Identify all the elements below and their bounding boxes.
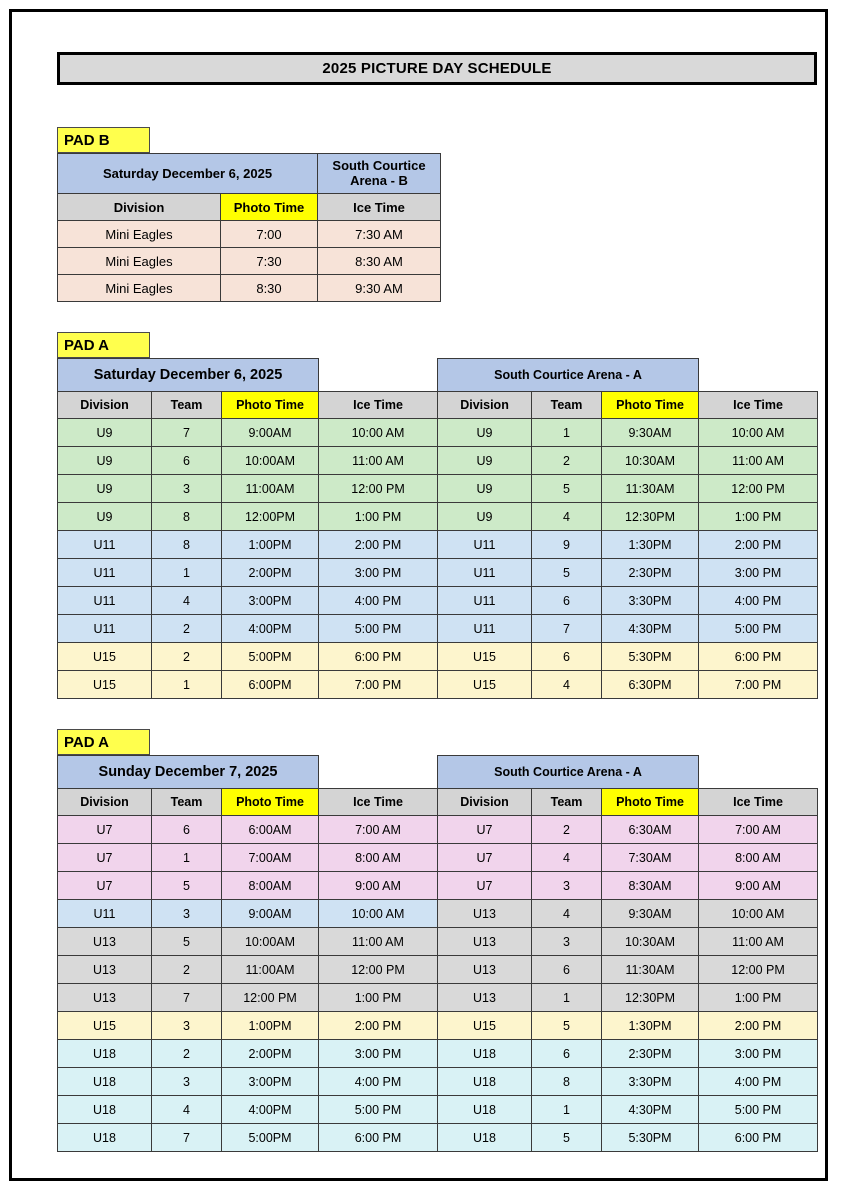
cell-photo-time: 1:30PM [602, 1012, 699, 1040]
page-title [57, 52, 817, 85]
column-header-team: Team [532, 789, 602, 816]
cell-team: 7 [152, 984, 222, 1012]
page-border [9, 9, 828, 1181]
schedule-table [57, 755, 818, 1152]
page-title-text: 2025 PICTURE DAY SCHEDULE [322, 60, 552, 77]
cell-division: U15 [438, 643, 532, 671]
cell-photo-time: 5:30PM [602, 643, 699, 671]
table-row [58, 844, 818, 872]
cell-photo-time: 2:00PM [222, 559, 319, 587]
cell-ice-time: 9:00 AM [699, 872, 818, 900]
cell-photo-time: 1:00PM [222, 1012, 319, 1040]
column-header-division: Division [438, 789, 532, 816]
cell-division: U11 [58, 559, 152, 587]
cell-division: U7 [438, 872, 532, 900]
cell-photo-time: 6:00PM [222, 671, 319, 699]
table-row [58, 643, 818, 671]
cell-ice-time: 5:00 PM [319, 1096, 438, 1124]
table-row [58, 419, 818, 447]
cell-division: U9 [58, 503, 152, 531]
column-header-team: Team [532, 392, 602, 419]
cell-team: 3 [152, 900, 222, 928]
column-header-photo-time: Photo Time [222, 392, 319, 419]
cell-photo-time: 9:00AM [222, 419, 319, 447]
cell-ice-time: 12:00 PM [319, 475, 438, 503]
table-row [58, 559, 818, 587]
cell-photo-time: 8:00AM [222, 872, 319, 900]
column-header-division: Division [438, 392, 532, 419]
cell-photo-time: 3:00PM [222, 1068, 319, 1096]
cell-team: 8 [152, 503, 222, 531]
cell-ice-time: 12:00 PM [699, 475, 818, 503]
cell-photo-time: 6:30PM [602, 671, 699, 699]
table-row [58, 872, 818, 900]
cell-photo-time: 11:30AM [602, 475, 699, 503]
cell-photo-time: 9:00AM [222, 900, 319, 928]
cell-photo-time: 1:00PM [222, 531, 319, 559]
column-header-row [58, 789, 818, 816]
cell-photo-time: 3:00PM [222, 587, 319, 615]
table-row [58, 1040, 818, 1068]
pad-label: PAD B [57, 127, 150, 153]
cell-photo-time: 12:00PM [222, 503, 319, 531]
cell-division: U11 [438, 615, 532, 643]
cell-ice-time: 10:00 AM [319, 419, 438, 447]
cell-ice-time: 7:00 AM [699, 816, 818, 844]
cell-division: U18 [58, 1096, 152, 1124]
cell-team: 3 [532, 928, 602, 956]
cell-team: 8 [532, 1068, 602, 1096]
table-header-row [58, 359, 818, 392]
cell-division: U11 [58, 587, 152, 615]
schedule-blocks [57, 85, 817, 1152]
cell-team: 7 [152, 1124, 222, 1152]
cell-photo-time: 6:30AM [602, 816, 699, 844]
table-row [58, 984, 818, 1012]
column-header-photo-time: Photo Time [602, 392, 699, 419]
cell-team: 5 [152, 872, 222, 900]
schedule-table [57, 358, 818, 699]
cell-team: 1 [532, 984, 602, 1012]
column-header-division: Division [58, 789, 152, 816]
cell-ice-time: 1:00 PM [699, 984, 818, 1012]
schedule-block [57, 302, 817, 699]
cell-ice-time: 6:00 PM [699, 1124, 818, 1152]
cell-photo-time: 7:30AM [602, 844, 699, 872]
column-header-photo-time: Photo Time [221, 194, 318, 221]
cell-photo-time: 4:30PM [602, 615, 699, 643]
table-row [58, 275, 441, 302]
cell-photo-time: 12:00 PM [222, 984, 319, 1012]
schedule-table [57, 153, 441, 302]
table-row [58, 615, 818, 643]
cell-division: U9 [438, 475, 532, 503]
cell-division: U11 [58, 900, 152, 928]
cell-ice-time: 5:00 PM [699, 615, 818, 643]
column-header-ice-time: Ice Time [318, 194, 441, 221]
column-header-photo-time: Photo Time [222, 789, 319, 816]
cell-team: 4 [152, 587, 222, 615]
cell-division: U9 [58, 475, 152, 503]
cell-division: U9 [438, 503, 532, 531]
cell-photo-time: 11:00AM [222, 956, 319, 984]
cell-division: U15 [438, 671, 532, 699]
schedule-block [57, 85, 817, 302]
date-header: Saturday December 6, 2025 [58, 359, 319, 392]
cell-team: 4 [152, 1096, 222, 1124]
cell-division: U9 [58, 419, 152, 447]
table-row [58, 956, 818, 984]
cell-ice-time: 6:00 PM [319, 643, 438, 671]
cell-team: 7 [152, 419, 222, 447]
cell-ice-time: 1:00 PM [319, 503, 438, 531]
cell-team: 2 [152, 643, 222, 671]
cell-ice-time: 4:00 PM [699, 1068, 818, 1096]
cell-ice-time: 9:30 AM [318, 275, 441, 302]
cell-team: 2 [152, 615, 222, 643]
cell-photo-time: 7:00AM [222, 844, 319, 872]
cell-ice-time: 7:30 AM [318, 221, 441, 248]
cell-ice-time: 1:00 PM [319, 984, 438, 1012]
cell-division: U18 [58, 1124, 152, 1152]
cell-ice-time: 8:00 AM [319, 844, 438, 872]
cell-team: 1 [532, 1096, 602, 1124]
cell-photo-time: 10:30AM [602, 928, 699, 956]
header-gap [319, 756, 438, 789]
cell-division: U7 [58, 844, 152, 872]
cell-ice-time: 6:00 PM [319, 1124, 438, 1152]
cell-photo-time: 11:00AM [222, 475, 319, 503]
cell-ice-time: 3:00 PM [699, 1040, 818, 1068]
table-row [58, 248, 441, 275]
cell-team: 4 [532, 900, 602, 928]
cell-ice-time: 10:00 AM [319, 900, 438, 928]
cell-photo-time: 10:30AM [602, 447, 699, 475]
cell-division: U18 [58, 1040, 152, 1068]
table-row [58, 221, 441, 248]
cell-division: U18 [58, 1068, 152, 1096]
cell-division: U13 [58, 984, 152, 1012]
cell-photo-time: 8:30AM [602, 872, 699, 900]
cell-photo-time: 11:30AM [602, 956, 699, 984]
column-header-division: Division [58, 392, 152, 419]
cell-team: 1 [152, 844, 222, 872]
cell-division: U15 [58, 1012, 152, 1040]
cell-division: U7 [438, 816, 532, 844]
column-header-row [58, 392, 818, 419]
date-header: Sunday December 7, 2025 [58, 756, 319, 789]
cell-division: U15 [58, 671, 152, 699]
column-header-ice-time: Ice Time [699, 789, 818, 816]
cell-team: 6 [152, 816, 222, 844]
cell-ice-time: 10:00 AM [699, 419, 818, 447]
cell-team: 4 [532, 503, 602, 531]
cell-team: 7 [532, 615, 602, 643]
pad-label: PAD A [57, 729, 150, 755]
cell-photo-time: 7:30 [221, 248, 318, 275]
cell-division: U18 [438, 1096, 532, 1124]
cell-team: 5 [152, 928, 222, 956]
cell-team: 1 [532, 419, 602, 447]
cell-photo-time: 4:00PM [222, 1096, 319, 1124]
cell-photo-time: 5:00PM [222, 1124, 319, 1152]
arena-header: South Courtice Arena - B [318, 154, 441, 194]
cell-team: 5 [532, 1124, 602, 1152]
arena-header: South Courtice Arena - A [438, 756, 699, 789]
cell-division: Mini Eagles [58, 275, 221, 302]
column-header-ice-time: Ice Time [699, 392, 818, 419]
date-header: Saturday December 6, 2025 [58, 154, 318, 194]
cell-ice-time: 12:00 PM [699, 956, 818, 984]
cell-ice-time: 7:00 AM [319, 816, 438, 844]
cell-ice-time: 4:00 PM [319, 1068, 438, 1096]
cell-team: 5 [532, 559, 602, 587]
cell-photo-time: 4:00PM [222, 615, 319, 643]
pad-label: PAD A [57, 332, 150, 358]
cell-photo-time: 4:30PM [602, 1096, 699, 1124]
cell-team: 2 [152, 1040, 222, 1068]
cell-division: Mini Eagles [58, 221, 221, 248]
cell-ice-time: 8:30 AM [318, 248, 441, 275]
cell-team: 3 [152, 475, 222, 503]
cell-photo-time: 10:00AM [222, 447, 319, 475]
cell-division: U11 [438, 559, 532, 587]
cell-ice-time: 5:00 PM [699, 1096, 818, 1124]
cell-division: U13 [58, 956, 152, 984]
cell-ice-time: 2:00 PM [699, 1012, 818, 1040]
block-spacer [57, 85, 817, 127]
cell-division: U9 [438, 419, 532, 447]
cell-ice-time: 3:00 PM [319, 559, 438, 587]
cell-ice-time: 7:00 PM [699, 671, 818, 699]
cell-team: 1 [152, 559, 222, 587]
column-header-photo-time: Photo Time [602, 789, 699, 816]
cell-division: U11 [438, 531, 532, 559]
cell-photo-time: 2:30PM [602, 1040, 699, 1068]
cell-photo-time: 8:30 [221, 275, 318, 302]
cell-team: 6 [152, 447, 222, 475]
cell-ice-time: 3:00 PM [699, 559, 818, 587]
cell-division: U9 [438, 447, 532, 475]
cell-team: 2 [532, 447, 602, 475]
header-gap [699, 756, 818, 789]
table-row [58, 1068, 818, 1096]
cell-division: U7 [58, 872, 152, 900]
table-header-row [58, 756, 818, 789]
cell-team: 6 [532, 1040, 602, 1068]
cell-division: U7 [438, 844, 532, 872]
table-row [58, 1096, 818, 1124]
cell-ice-time: 2:00 PM [319, 1012, 438, 1040]
cell-photo-time: 3:30PM [602, 1068, 699, 1096]
cell-ice-time: 5:00 PM [319, 615, 438, 643]
cell-division: U18 [438, 1124, 532, 1152]
schedule-block [57, 699, 817, 1152]
block-spacer [57, 699, 817, 729]
cell-ice-time: 12:00 PM [319, 956, 438, 984]
cell-team: 5 [532, 1012, 602, 1040]
cell-team: 6 [532, 956, 602, 984]
column-header-ice-time: Ice Time [319, 789, 438, 816]
cell-team: 5 [532, 475, 602, 503]
table-row [58, 816, 818, 844]
cell-division: U11 [58, 531, 152, 559]
cell-photo-time: 9:30AM [602, 419, 699, 447]
cell-team: 3 [152, 1012, 222, 1040]
cell-photo-time: 2:00PM [222, 1040, 319, 1068]
table-row [58, 587, 818, 615]
cell-team: 6 [532, 587, 602, 615]
cell-ice-time: 10:00 AM [699, 900, 818, 928]
cell-photo-time: 12:30PM [602, 984, 699, 1012]
cell-division: U11 [58, 615, 152, 643]
cell-division: Mini Eagles [58, 248, 221, 275]
cell-ice-time: 2:00 PM [699, 531, 818, 559]
cell-division: U18 [438, 1068, 532, 1096]
table-row [58, 475, 818, 503]
cell-team: 2 [152, 956, 222, 984]
table-row [58, 447, 818, 475]
cell-ice-time: 3:00 PM [319, 1040, 438, 1068]
table-row [58, 1012, 818, 1040]
cell-division: U13 [438, 928, 532, 956]
column-header-team: Team [152, 789, 222, 816]
cell-ice-time: 2:00 PM [319, 531, 438, 559]
cell-ice-time: 11:00 AM [319, 928, 438, 956]
cell-photo-time: 7:00 [221, 221, 318, 248]
table-row [58, 531, 818, 559]
cell-division: U13 [438, 956, 532, 984]
header-gap [699, 359, 818, 392]
block-spacer [57, 302, 817, 332]
column-header-team: Team [152, 392, 222, 419]
cell-team: 3 [532, 872, 602, 900]
cell-ice-time: 11:00 AM [699, 447, 818, 475]
cell-ice-time: 4:00 PM [699, 587, 818, 615]
cell-team: 8 [152, 531, 222, 559]
table-row [58, 900, 818, 928]
cell-photo-time: 2:30PM [602, 559, 699, 587]
cell-ice-time: 4:00 PM [319, 587, 438, 615]
column-header-division: Division [58, 194, 221, 221]
cell-division: U9 [58, 447, 152, 475]
cell-team: 3 [152, 1068, 222, 1096]
cell-photo-time: 6:00AM [222, 816, 319, 844]
cell-team: 4 [532, 671, 602, 699]
cell-team: 9 [532, 531, 602, 559]
cell-photo-time: 5:30PM [602, 1124, 699, 1152]
table-row [58, 671, 818, 699]
cell-division: U15 [58, 643, 152, 671]
cell-team: 1 [152, 671, 222, 699]
table-header-row [58, 154, 441, 194]
cell-division: U13 [438, 900, 532, 928]
cell-division: U13 [58, 928, 152, 956]
cell-ice-time: 8:00 AM [699, 844, 818, 872]
cell-team: 2 [532, 816, 602, 844]
schedule-sheet [57, 52, 817, 1152]
cell-photo-time: 12:30PM [602, 503, 699, 531]
cell-division: U18 [438, 1040, 532, 1068]
cell-ice-time: 11:00 AM [699, 928, 818, 956]
arena-header: South Courtice Arena - A [438, 359, 699, 392]
cell-division: U11 [438, 587, 532, 615]
table-row [58, 928, 818, 956]
cell-photo-time: 10:00AM [222, 928, 319, 956]
column-header-ice-time: Ice Time [319, 392, 438, 419]
table-row [58, 503, 818, 531]
header-gap [319, 359, 438, 392]
cell-ice-time: 7:00 PM [319, 671, 438, 699]
cell-photo-time: 9:30AM [602, 900, 699, 928]
cell-ice-time: 11:00 AM [319, 447, 438, 475]
cell-photo-time: 5:00PM [222, 643, 319, 671]
cell-division: U13 [438, 984, 532, 1012]
cell-team: 4 [532, 844, 602, 872]
cell-photo-time: 3:30PM [602, 587, 699, 615]
cell-ice-time: 6:00 PM [699, 643, 818, 671]
cell-team: 6 [532, 643, 602, 671]
cell-ice-time: 1:00 PM [699, 503, 818, 531]
column-header-row [58, 194, 441, 221]
cell-division: U7 [58, 816, 152, 844]
cell-photo-time: 1:30PM [602, 531, 699, 559]
table-row [58, 1124, 818, 1152]
cell-ice-time: 9:00 AM [319, 872, 438, 900]
cell-division: U15 [438, 1012, 532, 1040]
